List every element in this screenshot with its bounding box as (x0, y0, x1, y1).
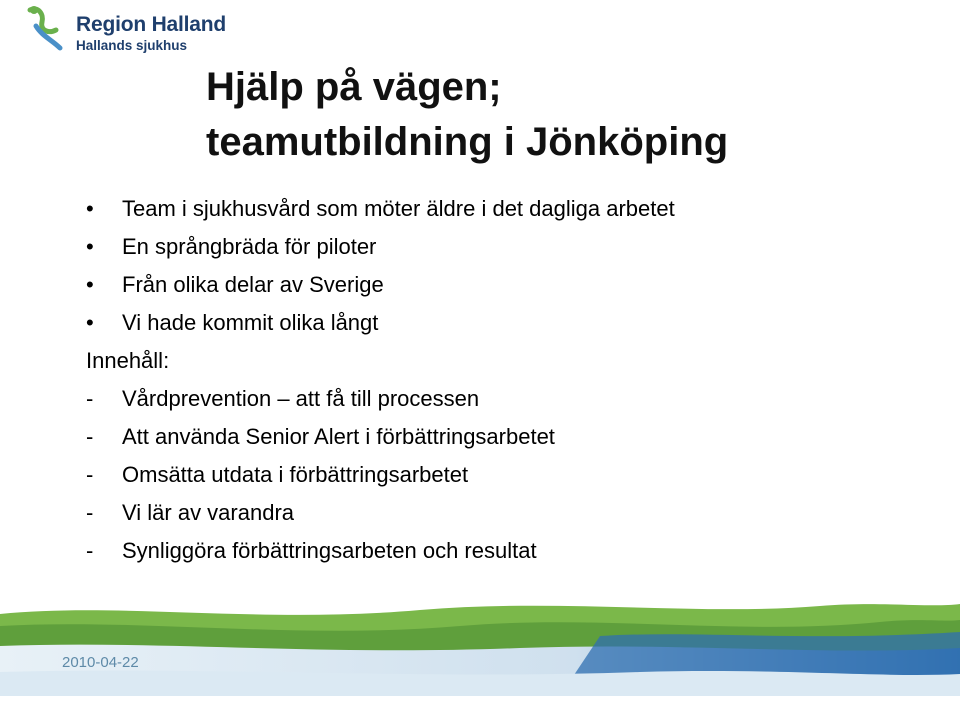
contents-item-text: Omsätta utdata i förbättringsarbetet (122, 462, 469, 487)
bullet-item (0, 266, 900, 304)
slide-date: 2010-04-22 (62, 654, 139, 671)
contents-item (0, 494, 900, 532)
footer-landscape-band (0, 596, 960, 696)
slide-title-line-2: teamutbildning i Jönköping (206, 120, 729, 164)
logo-unit-name: Hallands sjukhus (76, 38, 188, 53)
contents-item-text: Synliggöra förbättringsarbeten och resultat (122, 538, 537, 563)
contents-item (0, 380, 900, 418)
bullet-text: En språngbräda för piloter (122, 234, 377, 259)
region-halland-emblem-icon (26, 4, 74, 56)
slide-title-line-1: Hjälp på vägen; (206, 65, 502, 109)
bullet-marker: • (86, 310, 94, 335)
slide-title (206, 60, 946, 170)
contents-heading-text: Innehåll: (86, 348, 170, 373)
contents-item-text: Vi lär av varandra (122, 500, 295, 525)
bullet-item (0, 190, 900, 228)
bullet-text: Från olika delar av Sverige (122, 272, 384, 297)
bullet-item (0, 228, 900, 266)
dash-marker: - (86, 538, 94, 563)
contents-item (0, 456, 900, 494)
bullet-text: Team i sjukhusvård som möter äldre i det dagliga arbetet (122, 196, 675, 221)
contents-item (0, 418, 900, 456)
bullet-marker: • (86, 234, 94, 259)
dash-marker: - (86, 424, 94, 449)
bullet-marker: • (86, 196, 94, 221)
contents-item-text: Att använda Senior Alert i förbättringsarbetet (122, 424, 555, 449)
dash-marker: - (86, 500, 94, 525)
bullet-text: Vi hade kommit olika långt (122, 310, 379, 335)
contents-item (0, 532, 900, 570)
logo-organization-name: Region Halland (76, 13, 227, 36)
dash-marker: - (86, 462, 94, 487)
contents-item-text: Vårdprevention – att få till processen (122, 386, 480, 411)
bullet-marker: • (86, 272, 94, 297)
dash-marker: - (86, 386, 94, 411)
contents-heading (0, 342, 900, 380)
landscape-decoration (0, 596, 960, 696)
bullet-item (0, 304, 900, 342)
region-halland-logo (26, 4, 266, 56)
